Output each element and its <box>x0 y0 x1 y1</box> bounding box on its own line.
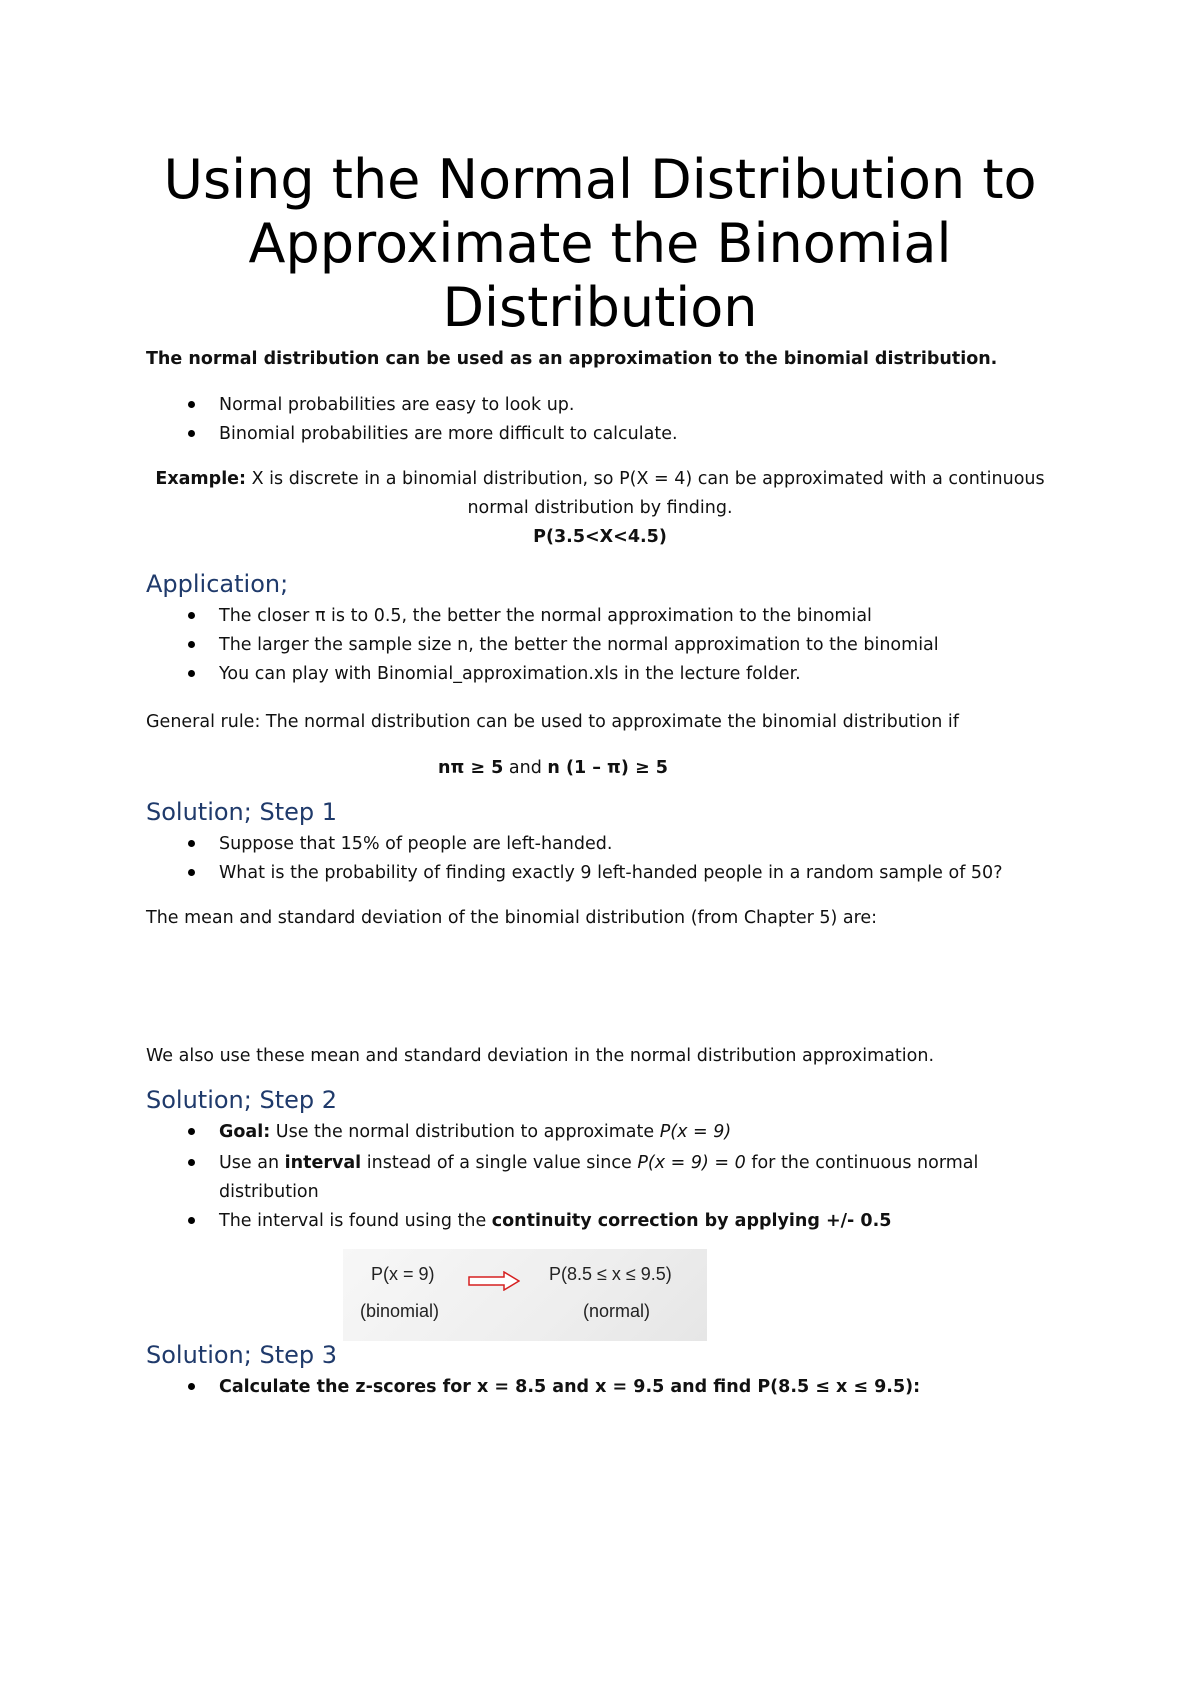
general-rule-formula <box>438 757 668 779</box>
application-bullet-1: The closer π is to 0.5, the better the normal approximation to the binomial <box>219 606 872 626</box>
bullet-icon <box>188 869 195 876</box>
bullet-icon <box>188 430 195 437</box>
bullet-icon <box>188 401 195 408</box>
interval-mid: instead of a single value since <box>361 1153 638 1173</box>
example-formula: P(3.5<X<4.5) <box>533 527 667 547</box>
step2-bullet-2-line2: distribution <box>219 1182 319 1202</box>
general-rule-text: The normal distribution can be used to approximate the binomial distribution if <box>260 712 959 732</box>
step1-bullet-2: What is the probability of finding exactly 9 left-handed people in a random sample of 50? <box>219 863 1003 883</box>
application-heading: Application; <box>146 570 289 598</box>
goal-math: P(x = 9) <box>659 1122 732 1142</box>
formula-a: nπ ≥ 5 <box>438 758 504 778</box>
interval-pre: Use an <box>219 1153 285 1173</box>
continuity-bold: continuity correction by applying +/- 0.5 <box>491 1211 892 1231</box>
step1-para-2: We also use these mean and standard deviation in the normal distribution approximation. <box>146 1046 935 1066</box>
example-line-2: normal distribution by finding. <box>467 498 733 518</box>
bullet-icon <box>188 641 195 648</box>
goal-label: Goal: <box>219 1122 271 1142</box>
example-label: Example: <box>155 469 247 489</box>
bullet-icon <box>188 612 195 619</box>
figure-left-bottom: (binomial) <box>360 1301 440 1321</box>
continuity-pre: The interval is found using the <box>219 1211 492 1231</box>
step1-bullet-1: Suppose that 15% of people are left-handed. <box>219 834 613 854</box>
interval-post: for the continuous normal <box>745 1153 979 1173</box>
right-arrow-icon <box>468 1271 520 1291</box>
formula-b: n (1 – π) ≥ 5 <box>547 758 668 778</box>
bullet-icon <box>188 670 195 677</box>
formula-and: and <box>503 758 548 778</box>
example-line-1 <box>100 468 1100 490</box>
step2-bullet-3 <box>219 1210 891 1232</box>
step3-heading: Solution; Step 3 <box>146 1341 338 1369</box>
step2-bullet-1 <box>219 1121 731 1143</box>
bullet-icon <box>188 1383 195 1390</box>
example-text: X is discrete in a binomial distribution, so P(X = 4) can be approximated with a continuous <box>246 469 1045 489</box>
application-bullet-3: You can play with Binomial_approximation.xls in the lecture folder. <box>219 664 801 684</box>
step1-heading: Solution; Step 1 <box>146 798 338 826</box>
step2-bullet-2 <box>219 1152 978 1174</box>
interval-math: P(x = 9) = 0 <box>637 1153 746 1173</box>
general-rule-label: General rule: <box>146 712 261 732</box>
bullet-icon <box>188 840 195 847</box>
figure-left-top: P(x = 9) <box>371 1264 435 1284</box>
bullet-icon <box>188 1217 195 1224</box>
bullet-icon <box>188 1128 195 1135</box>
intro-bullet-2: Binomial probabilities are more difficult to calculate. <box>219 424 678 444</box>
continuity-figure <box>343 1249 707 1341</box>
figure-right-top: P(8.5 ≤ x ≤ 9.5) <box>549 1264 672 1284</box>
step1-para-1: The mean and standard deviation of the binomial distribution (from Chapter 5) are: <box>146 908 878 928</box>
goal-text: Use the normal distribution to approximate <box>270 1122 660 1142</box>
step3-bullet-1: Calculate the z-scores for x = 8.5 and x = 9.5 and find P(8.5 ≤ x ≤ 9.5): <box>219 1377 921 1397</box>
interval-bold: interval <box>284 1153 362 1173</box>
bullet-icon <box>188 1159 195 1166</box>
general-rule <box>146 711 959 733</box>
intro-bullet-1: Normal probabilities are easy to look up. <box>219 395 575 415</box>
intro-text: The normal distribution can be used as an approximation to the binomial distribution. <box>146 349 998 369</box>
document-title: Using the Normal Distribution to Approximate the Binomial Distribution <box>163 148 1037 339</box>
figure-right-bottom: (normal) <box>583 1301 651 1321</box>
step2-heading: Solution; Step 2 <box>146 1086 338 1114</box>
application-bullet-2: The larger the sample size n, the better the normal approximation to the binomial <box>219 635 939 655</box>
